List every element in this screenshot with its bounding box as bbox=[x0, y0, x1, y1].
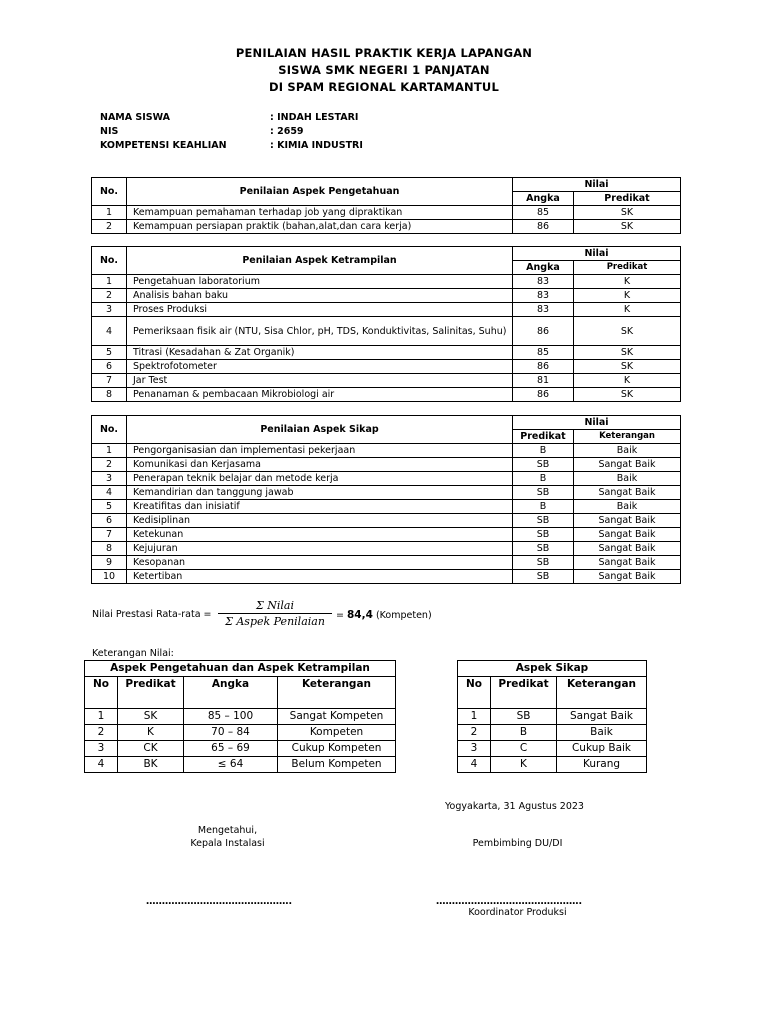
table-row bbox=[92, 542, 681, 556]
legend-b-rows bbox=[458, 709, 647, 773]
legend-a-rows bbox=[85, 709, 396, 773]
ketrampilan-table bbox=[91, 246, 681, 402]
row-number: 1 bbox=[92, 275, 127, 289]
legend-row-predikat: SB bbox=[491, 709, 557, 725]
row-angka: 86 bbox=[513, 317, 574, 346]
row-angka: 85 bbox=[513, 206, 574, 220]
legend-row-predikat: K bbox=[118, 725, 184, 741]
table-row bbox=[92, 528, 681, 542]
row-number: 8 bbox=[92, 542, 127, 556]
legend-row-predikat: BK bbox=[118, 757, 184, 773]
row-aspect: Kemampuan pemahaman terhadap job yang dipraktikan bbox=[127, 206, 513, 220]
row-predikat: SB bbox=[513, 514, 574, 528]
table-row bbox=[92, 444, 681, 458]
column-header-no: No. bbox=[92, 416, 127, 444]
row-keterangan: Sangat Baik bbox=[574, 570, 681, 584]
row-keterangan: Sangat Baik bbox=[574, 486, 681, 500]
column-header-nilai: Nilai bbox=[513, 178, 681, 192]
row-predikat: B bbox=[513, 500, 574, 514]
table-row bbox=[458, 709, 647, 725]
table-row bbox=[92, 472, 681, 486]
table-row bbox=[92, 275, 681, 289]
column-header-no: No. bbox=[92, 247, 127, 275]
column-header-keterangan: Keterangan bbox=[574, 430, 681, 444]
row-aspect: Kemandirian dan tanggung jawab bbox=[127, 486, 513, 500]
row-angka: 86 bbox=[513, 388, 574, 402]
row-number: 3 bbox=[92, 472, 127, 486]
row-number: 1 bbox=[92, 206, 127, 220]
formula-result-note: (Kompeten) bbox=[375, 610, 432, 621]
row-predikat: K bbox=[574, 289, 681, 303]
sikap-table bbox=[91, 415, 681, 584]
row-predikat: K bbox=[574, 374, 681, 388]
formula-result-line bbox=[336, 609, 432, 621]
nis-label: NIS bbox=[100, 126, 119, 137]
table-row bbox=[92, 486, 681, 500]
row-aspect: Ketekunan bbox=[127, 528, 513, 542]
legend-b-header-predikat: Predikat bbox=[491, 677, 557, 709]
row-keterangan: Baik bbox=[574, 500, 681, 514]
column-header-aspect: Penilaian Aspek Pengetahuan bbox=[127, 178, 513, 206]
row-number: 8 bbox=[92, 388, 127, 402]
row-aspect: Kedisiplinan bbox=[127, 514, 513, 528]
table-row bbox=[92, 374, 681, 388]
row-predikat: SB bbox=[513, 458, 574, 472]
row-number: 4 bbox=[92, 317, 127, 346]
table-row bbox=[92, 346, 681, 360]
row-aspect: Spektrofotometer bbox=[127, 360, 513, 374]
row-number: 7 bbox=[92, 374, 127, 388]
legend-row-keterangan: Cukup Kompeten bbox=[278, 741, 396, 757]
legend-a-title: Aspek Pengetahuan dan Aspek Ketrampilan bbox=[85, 661, 396, 677]
legend-row-number: 4 bbox=[85, 757, 118, 773]
kepala-instalasi-label: Kepala Instalasi bbox=[190, 838, 265, 849]
legend-row-predikat: K bbox=[491, 757, 557, 773]
legend-b-header-keterangan: Keterangan bbox=[557, 677, 647, 709]
row-predikat: SB bbox=[513, 556, 574, 570]
place-date: Yogyakarta, 31 Agustus 2023 bbox=[445, 801, 584, 812]
row-aspect: Kreatifitas dan inisiatif bbox=[127, 500, 513, 514]
table-row bbox=[92, 500, 681, 514]
document-title-line-1: PENILAIAN HASIL PRAKTIK KERJA LAPANGAN bbox=[235, 46, 533, 60]
row-number: 2 bbox=[92, 458, 127, 472]
legend-row-keterangan: Cukup Baik bbox=[557, 741, 647, 757]
formula-fraction bbox=[218, 598, 332, 629]
table-row bbox=[92, 388, 681, 402]
row-angka: 86 bbox=[513, 360, 574, 374]
formula-prefix: Nilai Prestasi Rata-rata = bbox=[92, 609, 212, 620]
sikap-rows bbox=[92, 444, 681, 584]
row-aspect: Pengetahuan laboratorium bbox=[127, 275, 513, 289]
legend-row-number: 1 bbox=[85, 709, 118, 725]
table-row bbox=[85, 709, 396, 725]
row-number: 10 bbox=[92, 570, 127, 584]
row-aspect: Penerapan teknik belajar dan metode kerja bbox=[127, 472, 513, 486]
legend-pengetahuan-ketrampilan-table bbox=[84, 660, 396, 773]
row-aspect: Penanaman & pembacaan Mikrobiologi air bbox=[127, 388, 513, 402]
row-aspect: Titrasi (Kesadahan & Zat Organik) bbox=[127, 346, 513, 360]
row-aspect: Pengorganisasian dan implementasi pekerjaan bbox=[127, 444, 513, 458]
legend-b-header-no: No bbox=[458, 677, 491, 709]
row-number: 5 bbox=[92, 346, 127, 360]
legend-row-number: 3 bbox=[85, 741, 118, 757]
row-number: 7 bbox=[92, 528, 127, 542]
table-row bbox=[458, 741, 647, 757]
row-keterangan: Sangat Baik bbox=[574, 458, 681, 472]
ketrampilan-rows bbox=[92, 275, 681, 402]
column-header-angka: Angka bbox=[513, 261, 574, 275]
row-aspect: Kemampuan persiapan praktik (bahan,alat,dan cara kerja) bbox=[127, 220, 513, 234]
legend-row-angka: ≤ 64 bbox=[184, 757, 278, 773]
row-predikat: B bbox=[513, 444, 574, 458]
row-keterangan: Sangat Baik bbox=[574, 556, 681, 570]
table-row bbox=[92, 206, 681, 220]
column-header-predikat: Predikat bbox=[513, 430, 574, 444]
name-value: : INDAH LESTARI bbox=[270, 112, 359, 123]
row-number: 1 bbox=[92, 444, 127, 458]
row-angka: 83 bbox=[513, 275, 574, 289]
signature-line-left: ………………………………………. bbox=[146, 896, 293, 907]
legend-row-predikat: C bbox=[491, 741, 557, 757]
table-row bbox=[85, 725, 396, 741]
legend-row-keterangan: Baik bbox=[557, 725, 647, 741]
koordinator-label: Koordinator Produksi bbox=[468, 907, 567, 918]
legend-a-header-predikat: Predikat bbox=[118, 677, 184, 709]
legend-a-header-no: No bbox=[85, 677, 118, 709]
legend-sikap-table bbox=[457, 660, 647, 773]
legend-row-predikat: B bbox=[491, 725, 557, 741]
row-predikat: SK bbox=[574, 346, 681, 360]
row-predikat: SB bbox=[513, 542, 574, 556]
table-row bbox=[458, 757, 647, 773]
row-aspect: Jar Test bbox=[127, 374, 513, 388]
row-predikat: SB bbox=[513, 528, 574, 542]
row-aspect: Analisis bahan baku bbox=[127, 289, 513, 303]
table-row bbox=[92, 289, 681, 303]
row-predikat: SK bbox=[574, 388, 681, 402]
legend-row-keterangan: Kurang bbox=[557, 757, 647, 773]
legend-row-number: 2 bbox=[458, 725, 491, 741]
nis-value: : 2659 bbox=[270, 126, 304, 137]
row-number: 2 bbox=[92, 289, 127, 303]
formula-numerator: Σ Nilai bbox=[218, 598, 332, 614]
row-aspect: Pemeriksaan fisik air (NTU, Sisa Chlor, pH, TDS, Konduktivitas, Salinitas, Suhu) bbox=[127, 317, 513, 346]
table-row bbox=[92, 303, 681, 317]
legend-row-angka: 85 – 100 bbox=[184, 709, 278, 725]
name-label: NAMA SISWA bbox=[100, 112, 171, 123]
column-header-nilai: Nilai bbox=[513, 247, 681, 261]
legend-row-keterangan: Sangat Baik bbox=[557, 709, 647, 725]
column-header-aspect: Penilaian Aspek Sikap bbox=[127, 416, 513, 444]
row-number: 6 bbox=[92, 514, 127, 528]
row-keterangan: Sangat Baik bbox=[574, 514, 681, 528]
table-row bbox=[85, 741, 396, 757]
row-keterangan: Baik bbox=[574, 472, 681, 486]
document-title-line-2: SISWA SMK NEGERI 1 PANJATAN bbox=[278, 63, 490, 77]
row-keterangan: Baik bbox=[574, 444, 681, 458]
legend-row-predikat: CK bbox=[118, 741, 184, 757]
row-predikat: K bbox=[574, 275, 681, 289]
table-row bbox=[92, 556, 681, 570]
legend-row-keterangan: Sangat Kompeten bbox=[278, 709, 396, 725]
legend-a-header-keterangan: Keterangan bbox=[278, 677, 396, 709]
legend-row-number: 2 bbox=[85, 725, 118, 741]
legend-row-number: 1 bbox=[458, 709, 491, 725]
row-predikat: B bbox=[513, 472, 574, 486]
table-row bbox=[92, 317, 681, 346]
legend-row-number: 4 bbox=[458, 757, 491, 773]
pengetahuan-rows bbox=[92, 206, 681, 234]
table-row bbox=[92, 220, 681, 234]
row-number: 3 bbox=[92, 303, 127, 317]
row-aspect: Kejujuran bbox=[127, 542, 513, 556]
row-predikat: K bbox=[574, 303, 681, 317]
row-number: 5 bbox=[92, 500, 127, 514]
row-angka: 83 bbox=[513, 289, 574, 303]
table-row bbox=[92, 514, 681, 528]
row-keterangan: Sangat Baik bbox=[574, 528, 681, 542]
row-predikat: SK bbox=[574, 206, 681, 220]
legend-row-predikat: SK bbox=[118, 709, 184, 725]
row-angka: 83 bbox=[513, 303, 574, 317]
row-aspect: Kesopanan bbox=[127, 556, 513, 570]
row-aspect: Ketertiban bbox=[127, 570, 513, 584]
column-header-nilai: Nilai bbox=[513, 416, 681, 430]
row-predikat: SK bbox=[574, 220, 681, 234]
legend-heading: Keterangan Nilai: bbox=[92, 648, 174, 659]
column-header-no: No. bbox=[92, 178, 127, 206]
legend-row-angka: 65 – 69 bbox=[184, 741, 278, 757]
table-row bbox=[458, 725, 647, 741]
row-predikat: SK bbox=[574, 360, 681, 374]
table-row bbox=[92, 360, 681, 374]
row-number: 6 bbox=[92, 360, 127, 374]
pengetahuan-table bbox=[91, 177, 681, 234]
column-header-predikat: Predikat bbox=[574, 261, 681, 275]
legend-row-keterangan: Kompeten bbox=[278, 725, 396, 741]
legend-b-title: Aspek Sikap bbox=[458, 661, 647, 677]
kompetensi-label: KOMPETENSI KEAHLIAN bbox=[100, 140, 227, 151]
column-header-predikat: Predikat bbox=[574, 192, 681, 206]
row-number: 2 bbox=[92, 220, 127, 234]
row-angka: 81 bbox=[513, 374, 574, 388]
kompetensi-value: : KIMIA INDUSTRI bbox=[270, 140, 363, 151]
row-number: 9 bbox=[92, 556, 127, 570]
row-number: 4 bbox=[92, 486, 127, 500]
row-angka: 86 bbox=[513, 220, 574, 234]
formula-result: 84,4 bbox=[347, 609, 373, 621]
column-header-angka: Angka bbox=[513, 192, 574, 206]
column-header-aspect: Penilaian Aspek Ketrampilan bbox=[127, 247, 513, 275]
table-row bbox=[92, 458, 681, 472]
formula-equals: = bbox=[336, 610, 344, 621]
formula-denominator: Σ Aspek Penilaian bbox=[225, 615, 325, 628]
row-predikat: SB bbox=[513, 570, 574, 584]
legend-row-number: 3 bbox=[458, 741, 491, 757]
legend-row-angka: 70 – 84 bbox=[184, 725, 278, 741]
row-keterangan: Sangat Baik bbox=[574, 542, 681, 556]
document-title-line-3: DI SPAM REGIONAL KARTAMANTUL bbox=[269, 80, 499, 94]
row-predikat: SK bbox=[574, 317, 681, 346]
row-aspect: Proses Produksi bbox=[127, 303, 513, 317]
row-angka: 85 bbox=[513, 346, 574, 360]
table-row bbox=[85, 757, 396, 773]
signature-line-right: ………………………………………. bbox=[436, 896, 583, 907]
legend-a-header-angka: Angka bbox=[184, 677, 278, 709]
row-predikat: SB bbox=[513, 486, 574, 500]
mengetahui-label: Mengetahui, bbox=[197, 825, 258, 836]
pembimbing-label: Pembimbing DU/DI bbox=[472, 838, 563, 849]
legend-row-keterangan: Belum Kompeten bbox=[278, 757, 396, 773]
row-aspect: Komunikasi dan Kerjasama bbox=[127, 458, 513, 472]
table-row bbox=[92, 570, 681, 584]
